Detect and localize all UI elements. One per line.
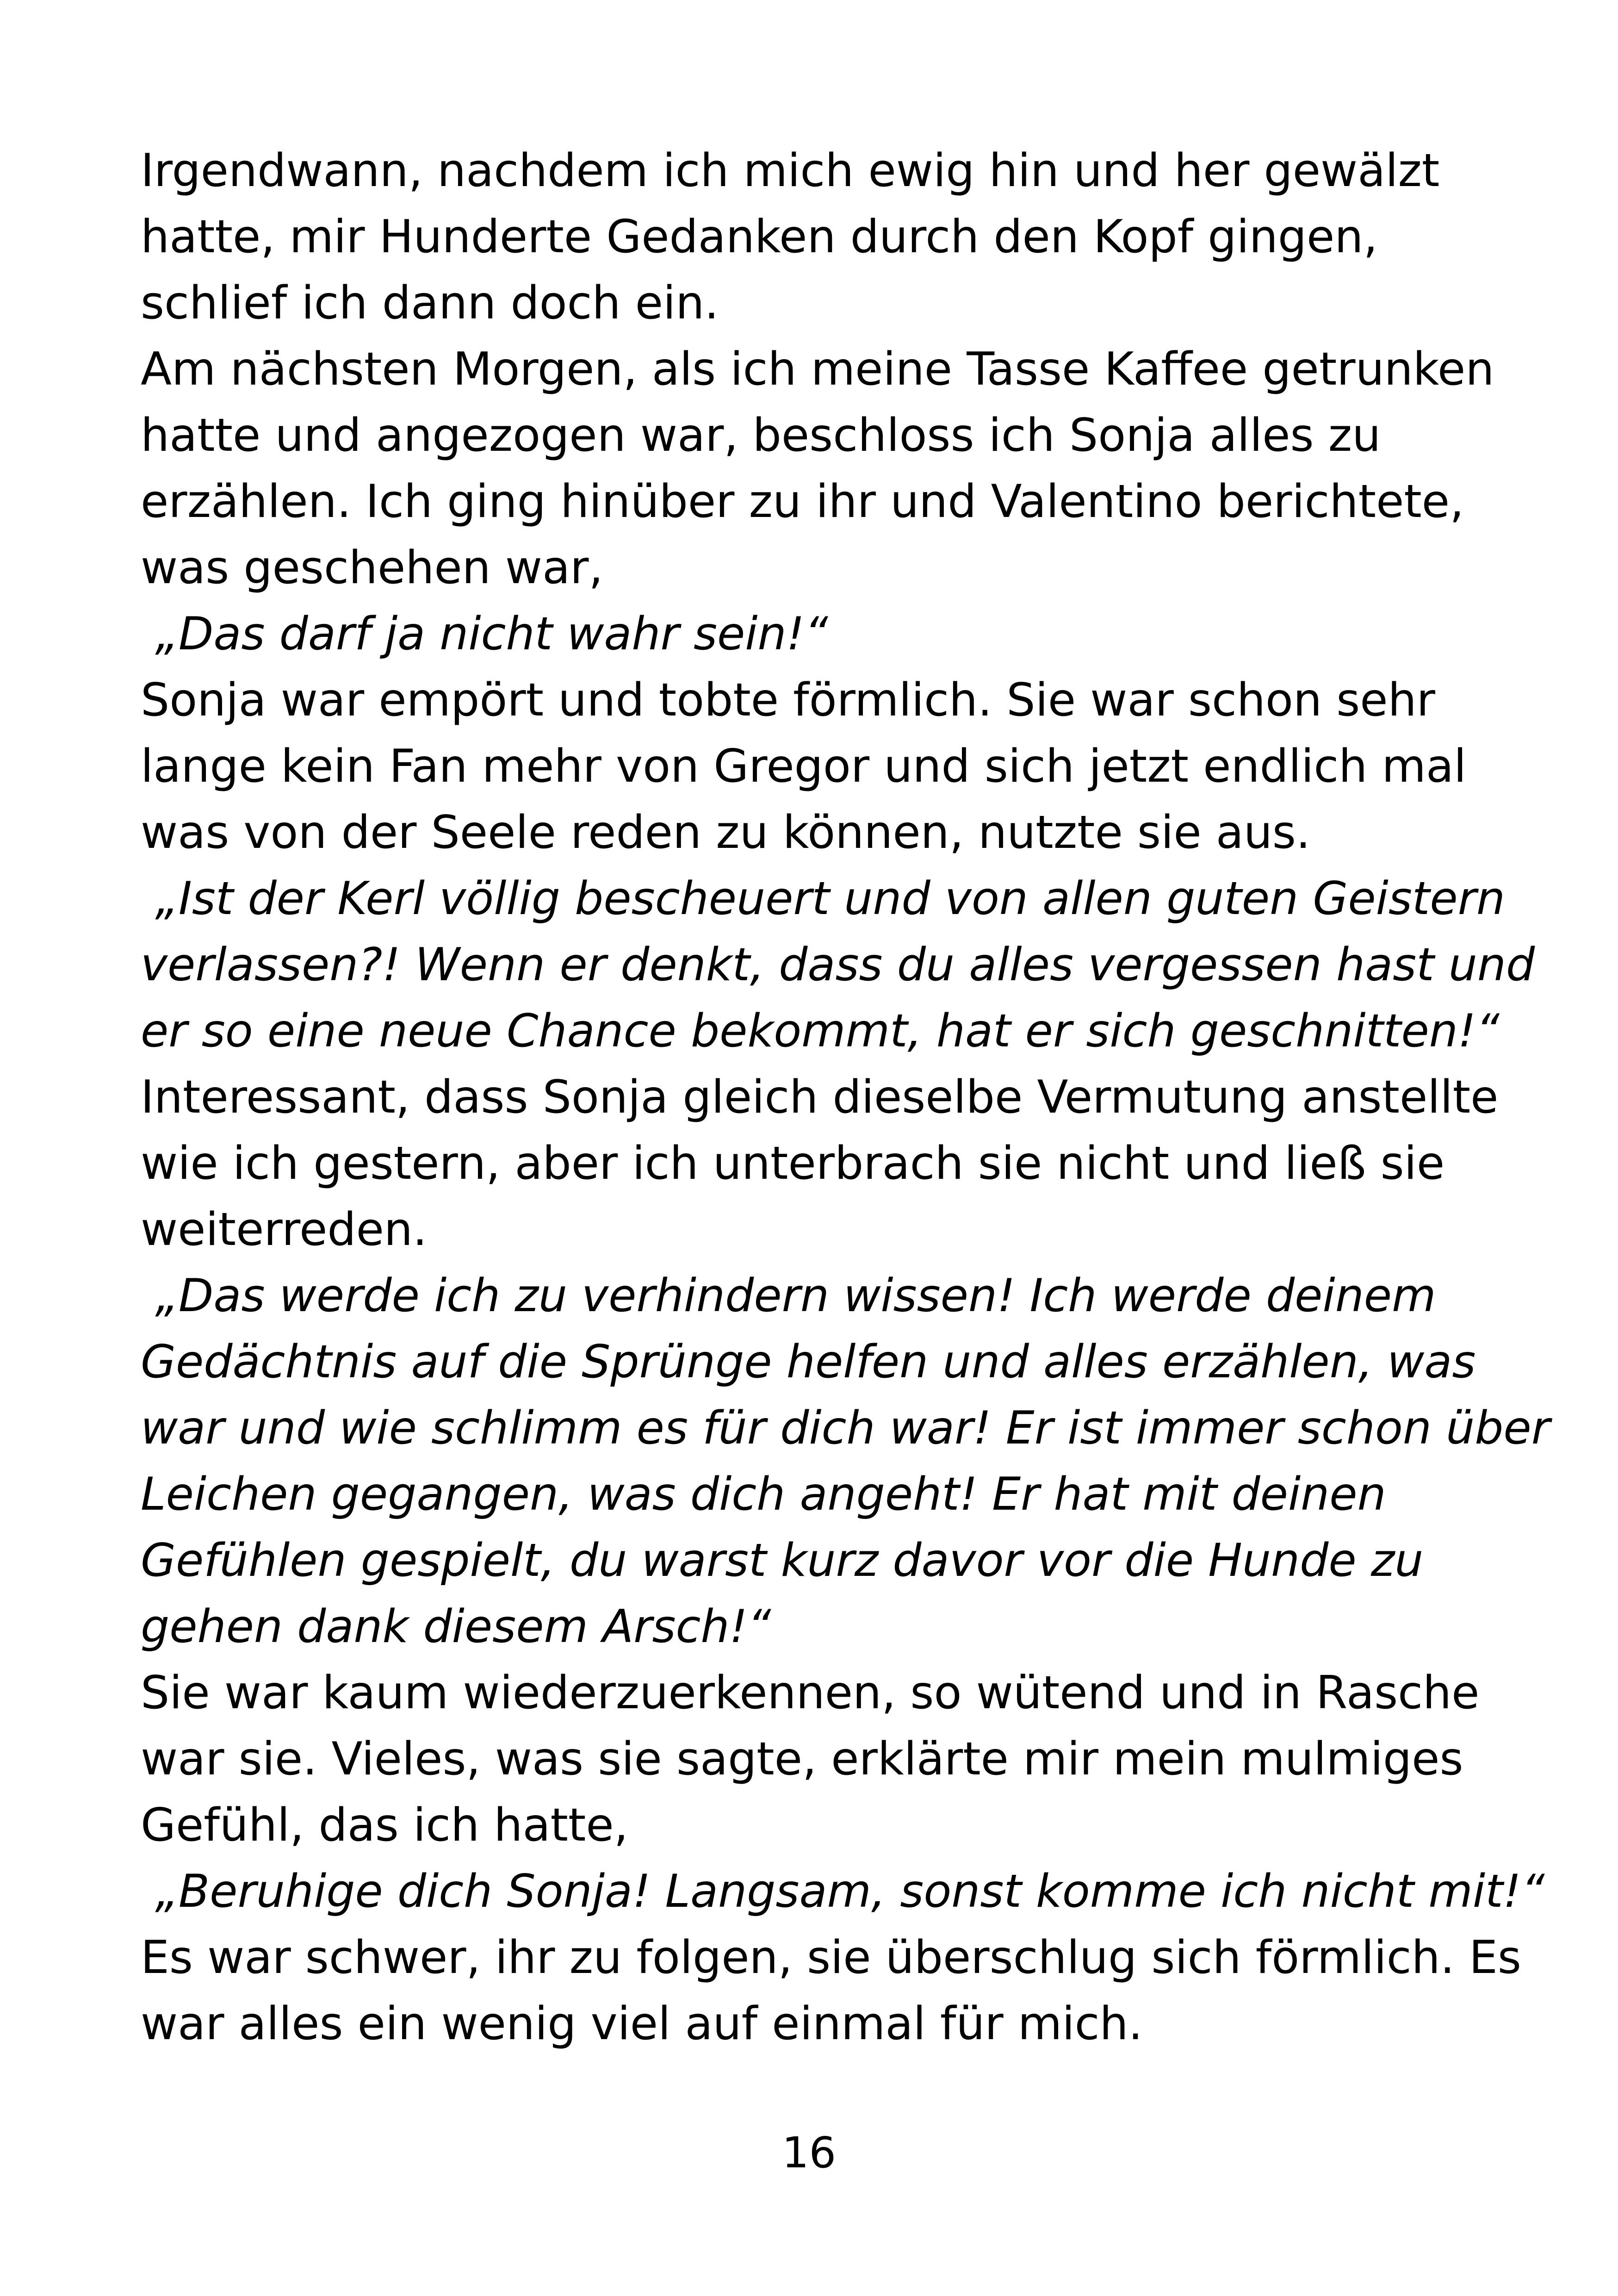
dialogue-line: verlassen?! Wenn er denkt, dass du alles vergessen hast und	[141, 939, 1535, 991]
text-line: hatte und angezogen war, beschloss ich Sonja alles zu	[141, 409, 1381, 462]
text-line: Gefühl, das ich hatte,	[141, 1799, 628, 1852]
dialogue-line: Gedächtnis auf die Sprünge helfen und alles erzählen, was	[141, 1336, 1476, 1388]
dialogue-line: er so eine neue Chance bekommt, hat er sich geschnitten!“	[141, 1005, 1500, 1058]
text-line: Sie war kaum wiederzuerkennen, so wütend und in Rasche	[141, 1667, 1480, 1719]
text-line: erzählen. Ich ging hinüber zu ihr und Valentino berichtete,	[141, 475, 1464, 528]
text-line: Sonja war empört und tobte förmlich. Sie war schon sehr	[141, 674, 1435, 727]
text-line: Es war schwer, ihr zu folgen, sie überschlug sich förmlich. Es	[141, 1931, 1521, 1984]
dialogue-line: „Das werde ich zu verhindern wissen! Ich werde deinem	[141, 1269, 1436, 1322]
text-line: Interessant, dass Sonja gleich dieselbe Vermutung anstellte	[141, 1071, 1499, 1124]
text-line: wie ich gestern, aber ich unterbrach sie nicht und ließ sie	[141, 1137, 1445, 1190]
text-line: was geschehen war,	[141, 541, 603, 594]
text-line: Am nächsten Morgen, als ich meine Tasse Kaffee getrunken	[141, 343, 1494, 396]
text-line: was von der Seele reden zu können, nutzte sie aus.	[141, 806, 1311, 859]
dialogue-line: „Ist der Kerl völlig bescheuert und von allen guten Geistern	[141, 872, 1506, 925]
page-number: 16	[781, 2128, 837, 2178]
dialogue-line: „Beruhige dich Sonja! Langsam, sonst komme ich nicht mit!“	[141, 1865, 1545, 1918]
text-line: lange kein Fan mehr von Gregor und sich jetzt endlich mal	[141, 740, 1467, 793]
text-line: hatte, mir Hunderte Gedanken durch den Kopf gingen,	[141, 211, 1378, 263]
dialogue-line: gehen dank diesem Arsch!“	[141, 1600, 771, 1653]
dialogue-line: „Das darf ja nicht wahr sein!“	[141, 608, 828, 660]
text-line: Irgendwann, nachdem ich mich ewig hin und her gewälzt	[141, 144, 1440, 197]
dialogue-line: Leichen gegangen, was dich angeht! Er hat mit deinen	[141, 1468, 1386, 1521]
text-line: war sie. Vieles, was sie sagte, erklärte mir mein mulmiges	[141, 1733, 1463, 1786]
dialogue-line: Gefühlen gespielt, du warst kurz davor vor die Hunde zu	[141, 1534, 1424, 1587]
dialogue-line: war und wie schlimm es für dich war! Er ist immer schon über	[141, 1402, 1550, 1455]
body-text	[141, 138, 1550, 2057]
text-line: schlief ich dann doch ein.	[141, 277, 719, 330]
text-line: war alles ein wenig viel auf einmal für mich.	[141, 1997, 1143, 2050]
text-line: weiterreden.	[141, 1203, 428, 1256]
